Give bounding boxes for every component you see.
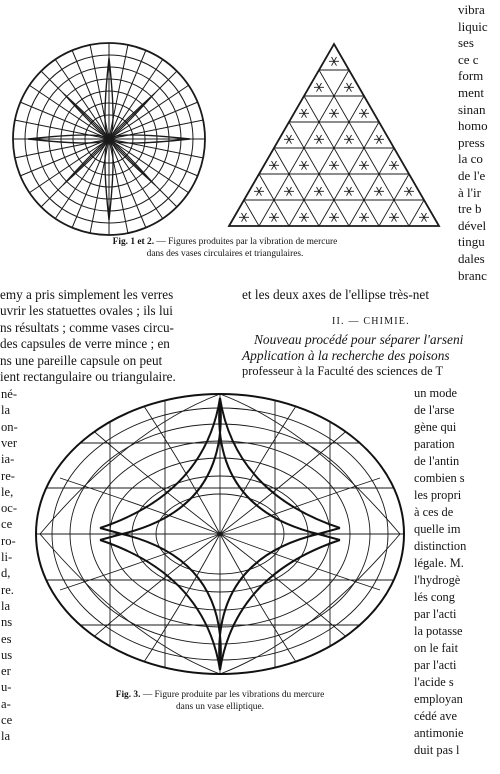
figure-1-2-caption-text: — Figures produites par la vibration de mercure [154, 237, 338, 247]
text-line: ns [1, 615, 13, 630]
text-line: paration [414, 437, 455, 451]
text-line: emy a pris simplement les verres [0, 287, 174, 302]
text-line: d, [1, 566, 11, 581]
text-line: les propri [414, 488, 462, 502]
article-title-line-2: Application à la recherche des poisons [242, 348, 450, 363]
text-line: de l'arse [414, 403, 455, 417]
text-line: liquic [458, 18, 488, 34]
text-line: la [1, 403, 11, 418]
section-heading-chimie: II. — CHIMIE. [332, 316, 410, 327]
text-line: ient rectangulaire ou triangulaire. [0, 369, 176, 384]
text-line: né- [1, 387, 18, 401]
figure-1-circular-vase [8, 38, 210, 240]
text-line: l'acide s [414, 675, 454, 689]
text-line: ses [458, 35, 474, 51]
text-line: la potasse [414, 624, 463, 638]
text-line: homo [458, 118, 488, 134]
text-line: ns résultats ; comme vases circu- [0, 319, 174, 335]
text-line: lés cong [414, 590, 455, 604]
text-line: tre b [458, 201, 482, 217]
text-line: a- [1, 696, 11, 711]
text-line: cédé ave [414, 709, 457, 723]
figure-1-2-caption [30, 236, 420, 260]
figure-2-triangular-vase [226, 42, 442, 230]
text-line: branc [458, 267, 487, 283]
text-line: distinction [414, 539, 467, 553]
text-line: es [1, 631, 12, 646]
text-line: sinan [458, 101, 486, 117]
text-line: li- [1, 550, 13, 564]
text-line: ce c [458, 51, 479, 67]
text-line: des capsules de verre mince ; en [0, 336, 170, 352]
text-line: antimonie [414, 726, 464, 740]
text-line: de l'e [458, 168, 486, 183]
text-line: re. [1, 582, 14, 597]
text-line: par l'acti [414, 607, 457, 621]
text-line: combien s [414, 471, 465, 485]
text-line: ment [458, 85, 484, 100]
figure-3-label: Fig. 3. [115, 690, 141, 700]
text-line: dével [458, 217, 487, 233]
text-line: employan [414, 692, 463, 706]
text-line: press [458, 134, 485, 150]
text-line: le, [1, 484, 14, 499]
text-line: l'hydrogè [414, 573, 461, 587]
text-line: dales [458, 251, 485, 266]
text-line: er [1, 664, 11, 679]
figure-3-caption [40, 689, 400, 713]
text-line: gène qui [414, 420, 457, 434]
text-line: à l'ir [458, 184, 481, 200]
text-line: par l'acti [414, 658, 457, 672]
text-line: on- [1, 419, 18, 434]
text-line: la [1, 729, 11, 744]
text-line: oc- [1, 501, 18, 516]
article-title-line-1: Nouveau procédé pour séparer l'arseni [254, 332, 464, 347]
text-line: la co [458, 151, 483, 167]
text-line: ver [1, 435, 18, 450]
text-line: form [458, 68, 484, 84]
text-line: us [1, 647, 13, 662]
text-line: re- [1, 468, 15, 483]
text-line: uvrir les statuettes ovales ; ils lui [0, 303, 173, 319]
figure-3-caption-line2: dans un vase elliptique. [175, 702, 264, 712]
text-line: la [1, 598, 11, 613]
text-line: légale. M. [414, 556, 464, 570]
text-line: ro- [1, 533, 16, 548]
professor-line: professeur à la Faculté des sciences de T [242, 364, 444, 378]
text-line: ce [1, 517, 13, 532]
text-line: quelle im [414, 522, 461, 536]
text-line: à ces de [414, 505, 454, 519]
text-line: tingu [458, 234, 485, 250]
ellipse-axes-line: et les deux axes de l'ellipse très-net [242, 287, 430, 302]
text-line: vibra [458, 2, 485, 17]
figure-1-2-caption-line2: dans des vases circulaires et triangulaires. [146, 249, 304, 259]
text-line: un mode [414, 386, 458, 400]
figure-3-caption-text: — Figure produite par les vibrations du mercure [140, 690, 325, 700]
figure-3-elliptical-vase [30, 388, 410, 680]
figure-1-2-label: Fig. 1 et 2. [112, 237, 155, 247]
text-line: ia- [1, 452, 15, 467]
text-line: de l'antin [414, 454, 460, 468]
text-line: ce [1, 713, 13, 727]
text-line: u- [1, 680, 12, 695]
text-line: duit pas l [414, 743, 460, 757]
text-line: ns une pareille capsule on peut [0, 352, 163, 368]
text-line: on le fait [414, 641, 459, 655]
